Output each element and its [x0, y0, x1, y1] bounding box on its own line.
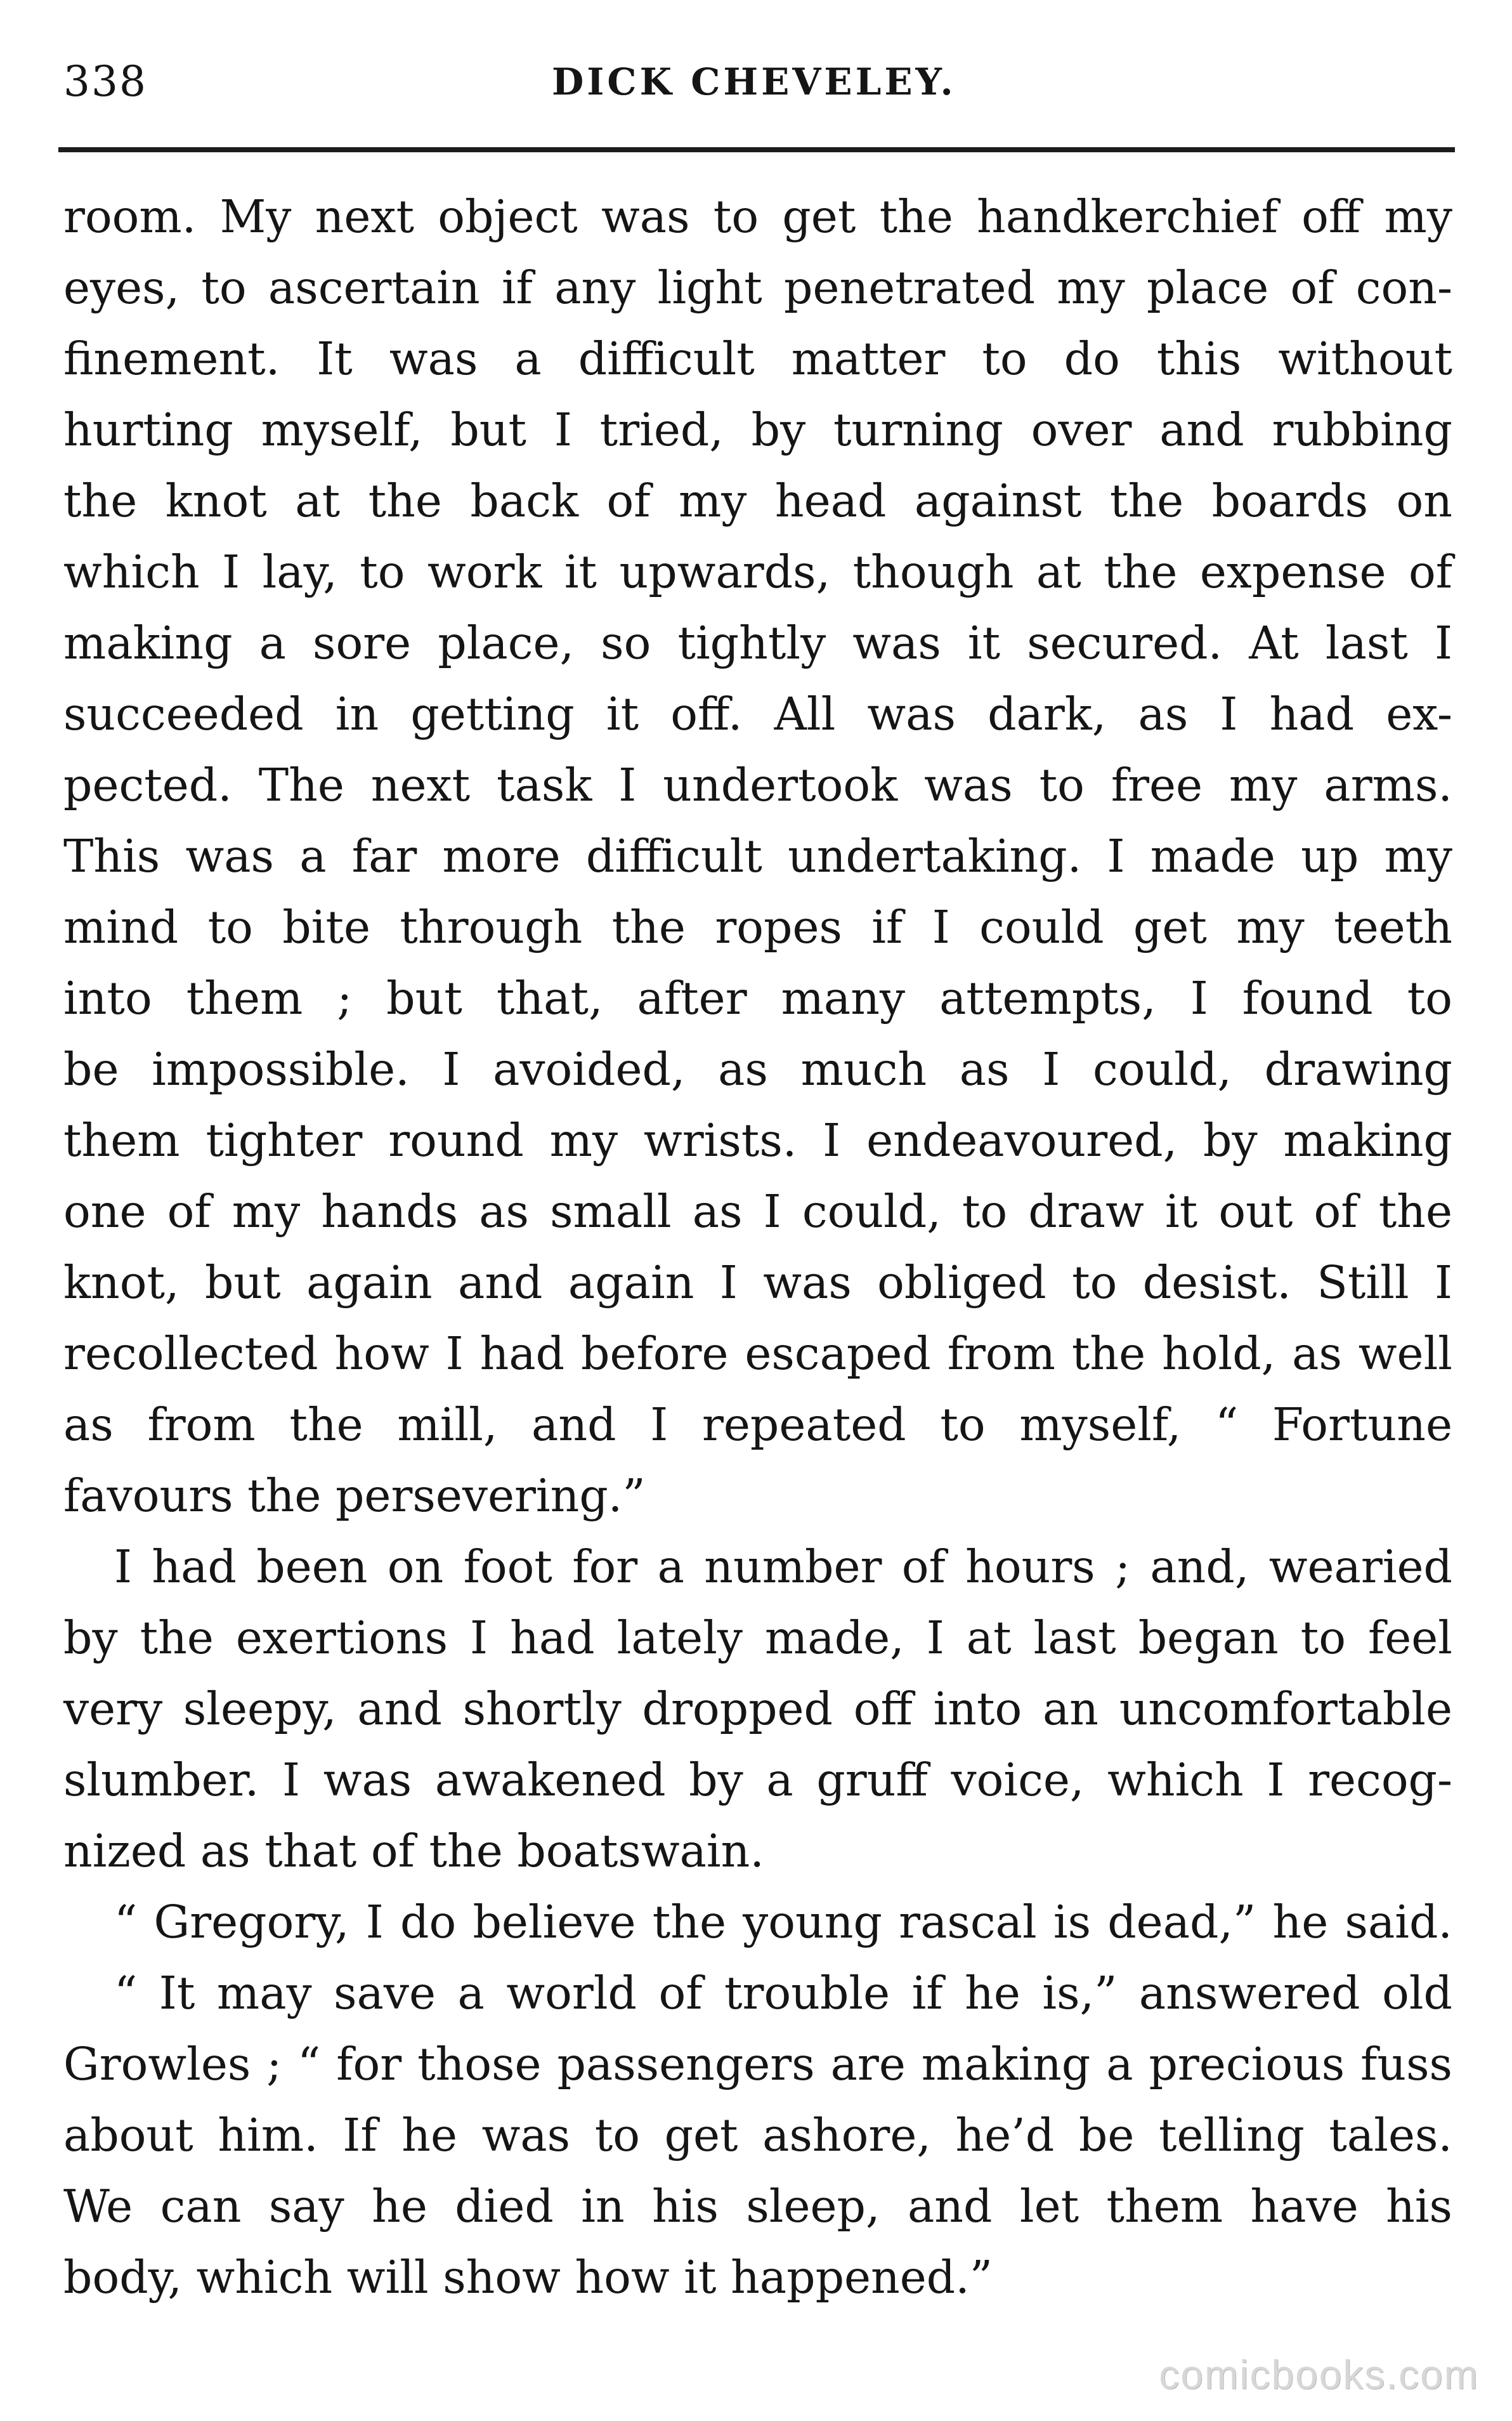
- text-line: I had been on foot for a number of hours ; and, wearied: [114, 1540, 1452, 1593]
- text-line: recollected how I had before escaped from the hold, as well: [63, 1327, 1452, 1380]
- page-number: 338: [63, 57, 147, 106]
- page-header: [63, 57, 1452, 131]
- text-line: favours the persevering.”: [63, 1469, 646, 1522]
- body-text: [63, 181, 1452, 2313]
- text-line: We can say he died in his sleep, and let them have his: [63, 2180, 1452, 2233]
- text-line: by the exertions I had lately made, I at last began to feel: [63, 1611, 1452, 1664]
- text-line: very sleepy, and shortly dropped off into an uncomfortable: [63, 1683, 1452, 1735]
- text-line: “ It may save a world of trouble if he is,” answered old: [114, 1967, 1452, 2019]
- text-line: body, which will show how it happened.”: [63, 2251, 993, 2304]
- watermark: comicbooks.com: [1159, 2352, 1479, 2398]
- text-line: finement. It was a difficult matter to do this without: [63, 332, 1452, 385]
- text-line: This was a far more difficult undertaking. I made up my: [63, 830, 1452, 882]
- text-line: one of my hands as small as I could, to draw it out of the: [63, 1185, 1452, 1238]
- text-line: mind to bite through the ropes if I could get my teeth: [63, 901, 1452, 954]
- text-line: as from the mill, and I repeated to myself, “ Fortune: [63, 1398, 1452, 1451]
- text-line: pected. The next task I undertook was to free my arms.: [63, 759, 1452, 811]
- text-line: them tighter round my wrists. I endeavoured, by making: [63, 1114, 1452, 1167]
- text-line: the knot at the back of my head against the boards on: [63, 475, 1452, 527]
- running-title: DICK CHEVELEY.: [552, 60, 956, 103]
- text-line: succeeded in getting it off. All was dark, as I had ex-: [63, 688, 1452, 740]
- text-line: eyes, to ascertain if any light penetrated my place of con-: [63, 261, 1452, 314]
- text-line: room. My next object was to get the handkerchief off my: [63, 190, 1452, 243]
- text-line: making a sore place, so tightly was it secured. At last I: [63, 617, 1452, 669]
- text-line: hurting myself, but I tried, by turning over and rubbing: [63, 404, 1452, 456]
- text-line: which I lay, to work it upwards, though at the expense of: [63, 546, 1452, 598]
- text-line: Growles ; “ for those passengers are making a precious fuss: [63, 2038, 1452, 2090]
- text-line: nized as that of the boatswain.: [63, 1825, 764, 1877]
- text-line: “ Gregory, I do believe the young rascal is dead,” he said.: [114, 1896, 1452, 1948]
- header-rule: [58, 147, 1455, 152]
- text-line: into them ; but that, after many attempts, I found to: [63, 972, 1452, 1025]
- text-line: slumber. I was awakened by a gruff voice, which I recog-: [63, 1754, 1452, 1806]
- text-line: be impossible. I avoided, as much as I could, drawing: [63, 1043, 1452, 1096]
- text-line: about him. If he was to get ashore, he’d be telling tales.: [63, 2109, 1452, 2162]
- text-line: knot, but again and again I was obliged to desist. Still I: [63, 1256, 1452, 1309]
